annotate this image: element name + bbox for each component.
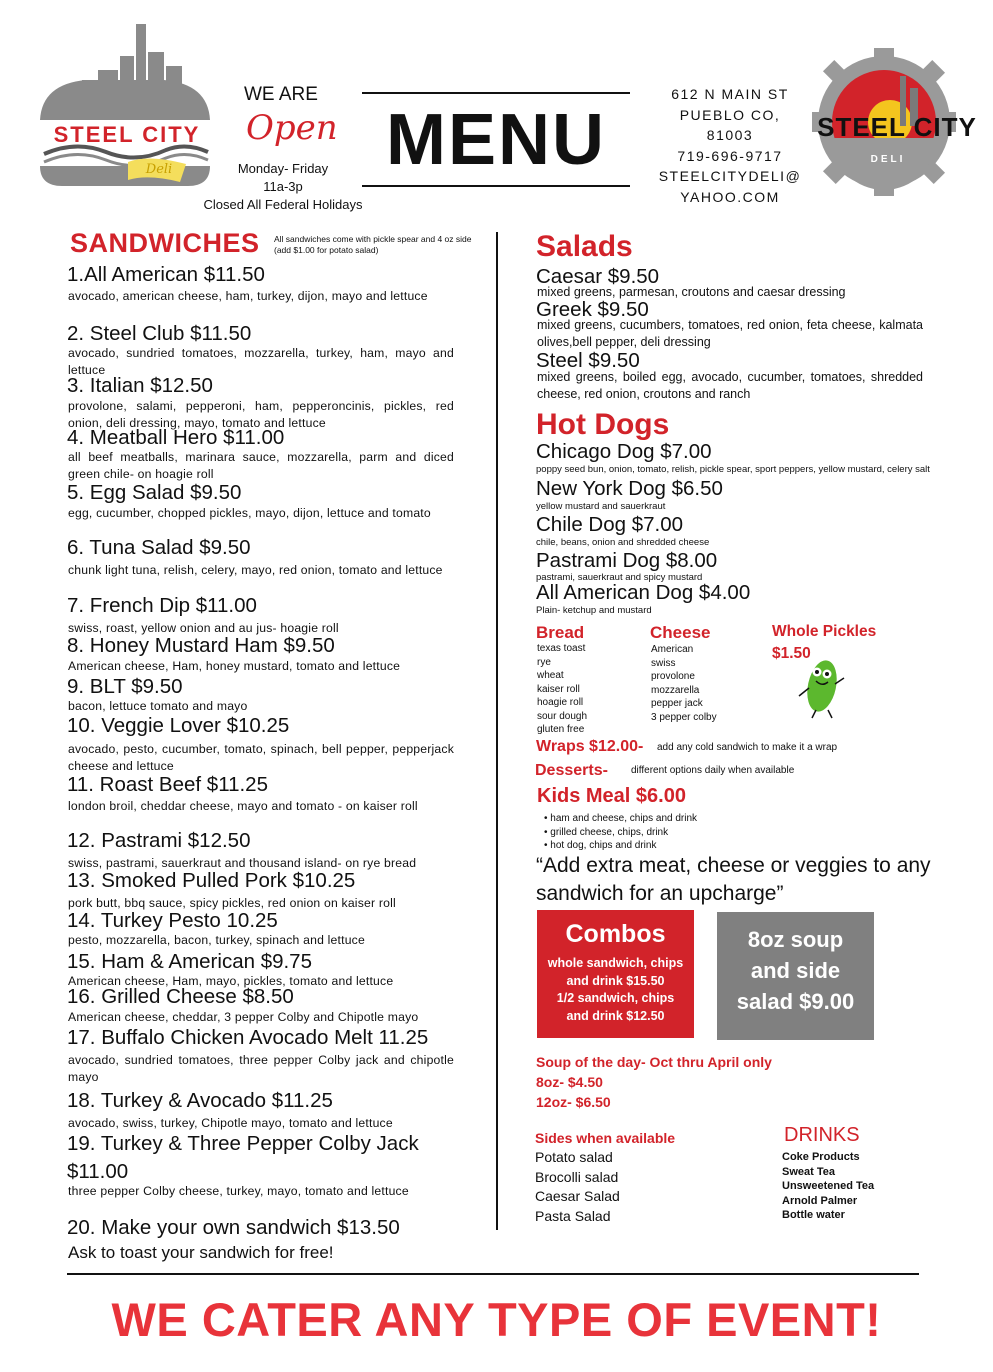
sandwich-desc: three pepper Colby cheese, turkey, mayo, tomato and lettuce (68, 1184, 409, 1198)
steel-city-deli-logo-left (36, 22, 214, 192)
sandwich-name: 1.All American $11.50 (67, 263, 265, 286)
sandwich-desc: provolone, salami, pepperoni, ham, pepperoncinis, pickles, red onion, deli dressing, mayo, tomato and lettuce (68, 399, 454, 430)
sandwich-desc: pesto, mozzarella, bacon, turkey, spinach and lettuce (68, 933, 365, 947)
hot-dog-desc: Plain- ketchup and mustard (536, 605, 652, 616)
sides-title: Sides when available (535, 1130, 676, 1146)
sandwich-name: 19. Turkey & Three Pepper Colby Jack (67, 1132, 419, 1155)
soup-day-title: Soup of the day- Oct thru April only (536, 1054, 772, 1070)
sandwiches-note: All sandwiches come with pickle spear and 4 oz side (add $1.00 for potato salad) (274, 234, 472, 255)
sandwich-desc: American cheese, Ham, honey mustard, tomato and lettuce (68, 659, 401, 673)
pickle-mascot-icon (796, 654, 846, 720)
sandwich-name: 17. Buffalo Chicken Avocado Melt 11.25 (67, 1026, 429, 1049)
menu-title: MENU (386, 100, 606, 180)
sandwich-desc: swiss, roast, yellow onion and au jus- hoagie roll (68, 621, 339, 635)
side-item: Pasta Salad (535, 1207, 611, 1224)
bread-list (537, 642, 587, 737)
hot-dog-desc: chile, beans, onion and shredded cheese (536, 537, 710, 548)
wraps-note: add any cold sandwich to make it a wrap (657, 742, 838, 753)
address-city: PUEBLO CO, (679, 106, 781, 123)
salad-name: Steel $9.50 (536, 349, 640, 372)
sandwich-name: 5. Egg Salad $9.50 (67, 481, 242, 504)
bread-item: gluten free (537, 724, 585, 735)
sandwich-desc: American cheese, cheddar, 3 pepper Colby and Chipotle mayo (68, 1010, 419, 1024)
footer-rule (67, 1273, 919, 1275)
combos-line: 1/2 sandwich, chips (556, 991, 675, 1005)
sandwich-name: 18. Turkey & Avocado $11.25 (67, 1089, 333, 1112)
sandwich-desc: American cheese, Ham, mayo, pickles, tomato and lettuce (68, 974, 394, 988)
drink-item: Coke Products (782, 1151, 860, 1163)
soup-box-line: 8oz soup (747, 927, 844, 952)
combos-line: whole sandwich, chips (547, 956, 684, 970)
sandwich-name: 7. French Dip $11.00 (67, 594, 257, 617)
drink-item: Bottle water (782, 1209, 845, 1221)
salad-desc: mixed greens, boiled egg, avocado, cucumber, tomatoes, shredded cheese, red onion, croutons and ranch (537, 370, 923, 401)
hot-dog-name: New York Dog $6.50 (536, 477, 723, 500)
logo-right-deli: DELI (870, 154, 906, 165)
soup-day-price: 8oz- $4.50 (536, 1074, 603, 1090)
side-item: Potato salad (535, 1149, 613, 1165)
open-script-text: Open (246, 108, 338, 148)
sandwiches-title: SANDWICHES (70, 228, 260, 258)
sandwich-desc: pork butt, bbq sauce, spicy pickles, red onion on kaiser roll (68, 896, 396, 910)
cheese-item: mozzarella (651, 684, 700, 696)
bread-item: rye (537, 656, 551, 668)
drink-item: Sweat Tea (782, 1165, 835, 1178)
sandwich-name: 9. BLT $9.50 (67, 675, 183, 698)
sandwich-desc: avocado, sundried tomatoes, mozzarella, turkey, ham, mayo and lettuce (68, 346, 454, 377)
wraps-label: Wraps $12.00- (536, 738, 644, 755)
logo-right-name: STEEL CITY (817, 112, 977, 142)
cheese-item: provolone (651, 671, 695, 682)
cheese-item: American (651, 644, 694, 655)
hours-block (190, 160, 376, 214)
pickles-title: Whole Pickles (772, 623, 877, 640)
soup-day-price: 12oz- $6.50 (536, 1094, 611, 1110)
combos-box (537, 910, 694, 1038)
sandwich-desc: bacon, lettuce tomato and mayo (68, 699, 248, 713)
address-email-2[interactable]: YAHOO.COM (680, 188, 780, 205)
hot-dog-desc: poppy seed bun, onion, tomato, relish, pickle spear, sport peppers, yellow mustard, celery salt (536, 464, 930, 475)
cheese-item: pepper jack (651, 698, 703, 709)
extra-upcharge-quote: “Add extra meat, cheese or veggies to any sandwich for an upcharge” (536, 854, 931, 905)
kids-meal-list (544, 812, 697, 853)
logo-left-deli: Deli (145, 162, 173, 177)
column-divider (496, 232, 498, 1230)
address-phone[interactable]: 719-696-9717 (677, 147, 783, 164)
cheese-list (651, 643, 717, 724)
toast-note: Ask to toast your sandwich for free! (68, 1243, 334, 1262)
address-street: 612 N MAIN ST (671, 86, 789, 102)
combos-line: and drink $12.50 (566, 1008, 665, 1023)
combos-line: and drink $15.50 (566, 973, 665, 988)
sides-list (535, 1148, 620, 1226)
hot-dog-name: All American Dog $4.00 (536, 581, 751, 604)
salad-desc: mixed greens, cucumbers, tomatoes, red onion, feta cheese, kalmata olives,bell pepper, deli dressing (537, 318, 923, 349)
salad-name: Caesar $9.50 (536, 265, 660, 288)
kids-meal-title: Kids Meal $6.00 (537, 785, 686, 807)
hot-dog-name: Chile Dog $7.00 (536, 513, 684, 536)
hot-dog-desc: pastrami, sauerkraut and spicy mustard (536, 572, 703, 583)
sandwich-name: 4. Meatball Hero $11.00 (67, 426, 285, 449)
sandwich-desc: chunk light tuna, relish, celery, mayo, red onion, tomato and lettuce (68, 563, 443, 577)
sandwich-name: 11. Roast Beef $11.25 (67, 773, 268, 796)
sandwich-name: 20. Make your own sandwich $13.50 (67, 1216, 400, 1239)
soup-box-line: and side (750, 958, 841, 983)
bread-item: wheat (537, 670, 564, 681)
kids-meal-item: • hot dog, chips and drink (544, 839, 697, 853)
sandwich-name: 16. Grilled Cheese $8.50 (67, 985, 294, 1008)
hours-time: 11a-3p (263, 179, 303, 194)
hours-holidays: Closed All Federal Holidays (203, 197, 363, 212)
drink-item: Arnold Palmer (782, 1194, 858, 1207)
hours-days: Monday- Friday (237, 161, 329, 176)
hot-dog-name: Pastrami Dog $8.00 (536, 549, 718, 572)
sandwich-desc: egg, cucumber, chopped pickles, mayo, dijon, lettuce and tomato (68, 506, 431, 520)
drinks-title: DRINKS (784, 1124, 860, 1146)
sandwich-name: 13. Smoked Pulled Pork $10.25 (67, 869, 356, 892)
menu-rule-top (362, 92, 630, 94)
sandwich-desc: avocado, sundried tomatoes, three pepper Colby jack and chipotle mayo (68, 1053, 454, 1084)
sandwich-name: 8. Honey Mustard Ham $9.50 (67, 634, 335, 657)
menu-rule-bottom (362, 185, 630, 187)
bread-item: sour dough (537, 710, 588, 722)
soup-box-line: salad $9.00 (736, 989, 855, 1014)
sandwich-name: 3. Italian $12.50 (67, 374, 213, 397)
soup-of-the-day (536, 1052, 772, 1112)
salad-desc: mixed greens, parmesan, croutons and caesar dressing (537, 285, 846, 299)
sandwich-desc: avocado, pesto, cucumber, tomato, spinach, bell pepper, pepperjack cheese and lettuce (68, 742, 454, 773)
steel-city-deli-logo-right (808, 48, 984, 198)
catering-banner: WE CATER ANY TYPE OF EVENT! (111, 1293, 882, 1346)
sandwich-desc: avocado, swiss, turkey, Chipotle mayo, tomato and lettuce (68, 1116, 393, 1130)
address-block (650, 84, 810, 207)
combos-title: Combos (565, 920, 666, 948)
sandwich-desc: london broil, cheddar cheese, mayo and tomato - on kaiser roll (68, 799, 418, 813)
bread-title: Bread (536, 623, 585, 642)
side-item: Caesar Salad (535, 1188, 620, 1204)
address-email-1[interactable]: STEELCITYDELI@ (658, 168, 802, 184)
address-zip: 81003 (706, 127, 754, 143)
sandwich-name-price: $11.00 (67, 1160, 129, 1183)
side-item: Brocolli salad (535, 1168, 619, 1185)
sandwich-name: 12. Pastrami $12.50 (67, 829, 251, 852)
sandwich-desc: avocado, american cheese, ham, turkey, dijon, mayo and lettuce (68, 289, 428, 303)
sandwich-name: 15. Ham & American $9.75 (67, 950, 312, 973)
sandwich-name: 14. Turkey Pesto 10.25 (67, 909, 278, 932)
kids-meal-item: • ham and cheese, chips and drink (544, 812, 697, 826)
sandwich-name: 10. Veggie Lover $10.25 (67, 714, 290, 737)
sandwich-name: 6. Tuna Salad $9.50 (67, 536, 251, 559)
sandwich-name: 2. Steel Club $11.50 (67, 322, 252, 345)
kids-meal-item: • grilled cheese, chips, drink (544, 826, 697, 840)
hot-dog-desc: yellow mustard and sauerkraut (536, 501, 666, 512)
salad-name: Greek $9.50 (536, 298, 649, 321)
drink-item: Unsweetened Tea (782, 1180, 875, 1192)
cheese-item: 3 pepper colby (651, 711, 717, 723)
soup-salad-box (717, 912, 874, 1040)
sandwich-desc: all beef meatballs, marinara sauce, mozzarella, parm and diced green chile- on hoagie roll (68, 450, 454, 481)
drinks-list (782, 1150, 874, 1223)
sandwich-desc: swiss, pastrami, sauerkraut and thousand island- on rye bread (68, 856, 417, 870)
bread-item: hoagie roll (537, 697, 584, 708)
logo-left-name: STEEL CITY (53, 122, 201, 147)
desserts-note: different options daily when available (631, 765, 795, 776)
hot-dog-name: Chicago Dog $7.00 (536, 440, 712, 463)
salads-title: Salads (536, 230, 633, 263)
desserts-label: Desserts- (535, 762, 608, 779)
bread-item: texas toast (537, 643, 586, 654)
we-are-text: WE ARE (244, 84, 318, 105)
cheese-title: Cheese (650, 623, 711, 642)
bread-item: kaiser roll (537, 683, 580, 695)
hot-dogs-title: Hot Dogs (536, 408, 670, 441)
cheese-item: swiss (651, 657, 676, 669)
pickles-price: $1.50 (772, 645, 811, 662)
